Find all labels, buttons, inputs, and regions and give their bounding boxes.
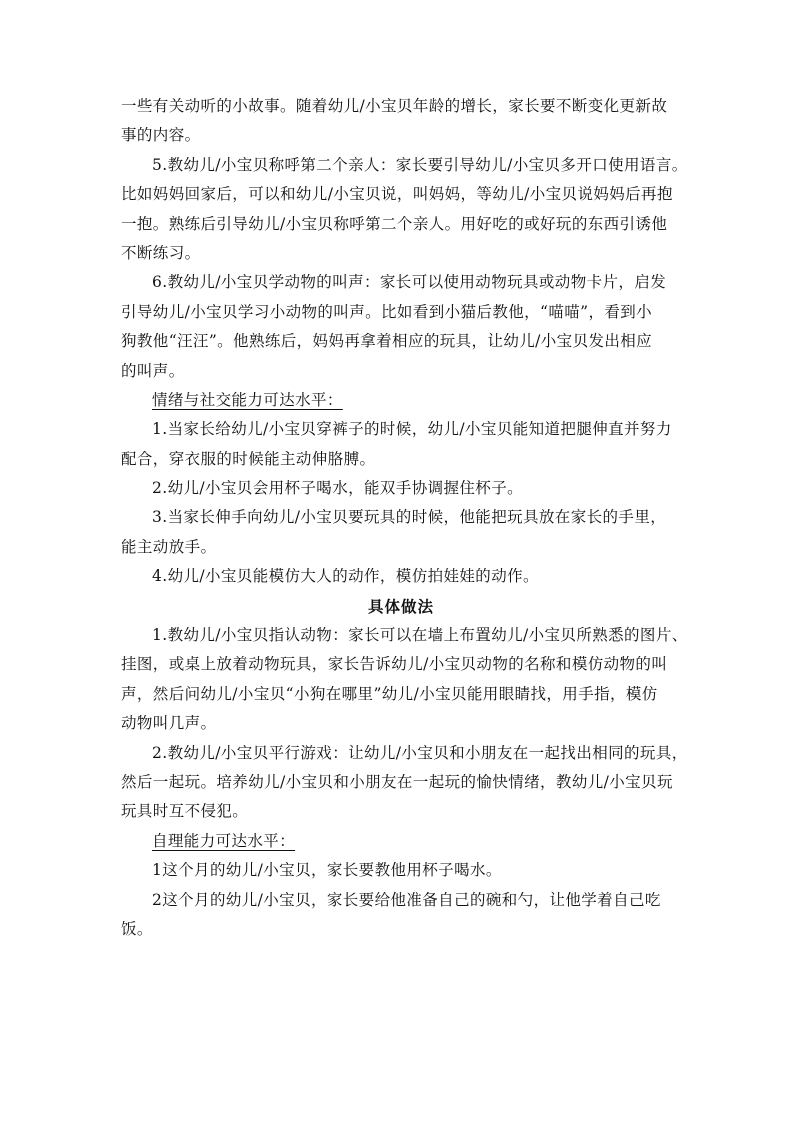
paragraph-line: 1.当家长给幼儿/小宝贝穿裤子的时候，幼儿/小宝贝能知道把腿伸直并努力 bbox=[152, 420, 672, 439]
section-label-self-care bbox=[121, 827, 681, 856]
section-label-text: 自理能力可达水平： bbox=[152, 831, 296, 850]
paragraph-line: 引导幼儿/小宝贝学习小动物的叫声。比如看到小猫后教他，“喵喵”，看到小 bbox=[121, 302, 653, 321]
paragraph-line: 2这个月的幼儿/小宝贝，家长要给他准备自己的碗和勺，让他学着自己吃 bbox=[152, 890, 661, 909]
paragraph-line: 4.幼儿/小宝贝能模仿大人的动作，模仿拍娃娃的动作。 bbox=[152, 567, 539, 586]
paragraph-line: 玩具时互不侵犯。 bbox=[121, 802, 249, 821]
paragraph-line: 2.教幼儿/小宝贝平行游戏：让幼儿/小宝贝和小朋友在一起找出相同的玩具， bbox=[152, 743, 688, 762]
paragraph-line: 狗教他“汪汪”。他熟练后，妈妈再拿着相应的玩具，让幼儿/小宝贝发出相应 bbox=[121, 332, 653, 351]
paragraph-line: 比如妈妈回家后，可以和幼儿/小宝贝说，叫妈妈，等幼儿/小宝贝说妈妈后再抱 bbox=[121, 185, 673, 204]
paragraph-line: 能主动放手。 bbox=[121, 537, 217, 556]
section-label-emotion-social bbox=[121, 386, 681, 415]
paragraph-line: 1.教幼儿/小宝贝指认动物：家长可以在墙上布置幼儿/小宝贝所熟悉的图片、 bbox=[152, 626, 688, 645]
paragraph-line: 配合，穿衣服的时候能主动伸胳膊。 bbox=[121, 449, 376, 468]
paragraph-line: 然后一起玩。培养幼儿/小宝贝和小朋友在一起玩的愉快情绪，教幼儿/小宝贝玩 bbox=[121, 772, 673, 791]
document-page bbox=[121, 92, 688, 944]
paragraph-line: 1这个月的幼儿/小宝贝，家长要教他用杯子喝水。 bbox=[152, 861, 502, 880]
paragraph-line: 3.当家长伸手向幼儿/小宝贝要玩具的时候，他能把玩具放在家长的手里， bbox=[152, 508, 667, 527]
paragraph-line: 2.幼儿/小宝贝会用杯子喝水，能双手协调握住杯子。 bbox=[152, 479, 524, 498]
paragraph-line: 声，然后问幼儿/小宝贝“小狗在哪里”幼儿/小宝贝能用眼睛找，用手指，模仿 bbox=[121, 684, 658, 703]
section-heading: 具体做法 bbox=[367, 596, 434, 616]
paragraph-line: 不断练习。 bbox=[121, 243, 201, 262]
paragraph-line: 挂图，或桌上放着动物玩具，家长告诉幼儿/小宝贝动物的名称和模仿动物的叫 bbox=[121, 655, 668, 674]
paragraph-line: 饭。 bbox=[121, 919, 153, 938]
paragraph-line: 的叫声。 bbox=[121, 361, 185, 380]
section-label-text: 情绪与社交能力可达水平： bbox=[152, 390, 343, 409]
paragraph-line: 6.教幼儿/小宝贝学动物的叫声：家长可以使用动物玩具或动物卡片，启发 bbox=[152, 273, 667, 292]
paragraph-line: 一些有关动听的小故事。随着幼儿/小宝贝年龄的增长，家长要不断变化更新故 bbox=[121, 97, 668, 115]
paragraph-line: 一抱。熟练后引导幼儿/小宝贝称呼第二个亲人。用好吃的或好玩的东西引诱他 bbox=[121, 214, 668, 233]
paragraph-line: 5.教幼儿/小宝贝称呼第二个亲人：家长要引导幼儿/小宝贝多开口使用语言。 bbox=[152, 155, 688, 174]
paragraph-line: 动物叫几声。 bbox=[121, 714, 217, 733]
paragraph-line: 事的内容。 bbox=[121, 126, 201, 145]
